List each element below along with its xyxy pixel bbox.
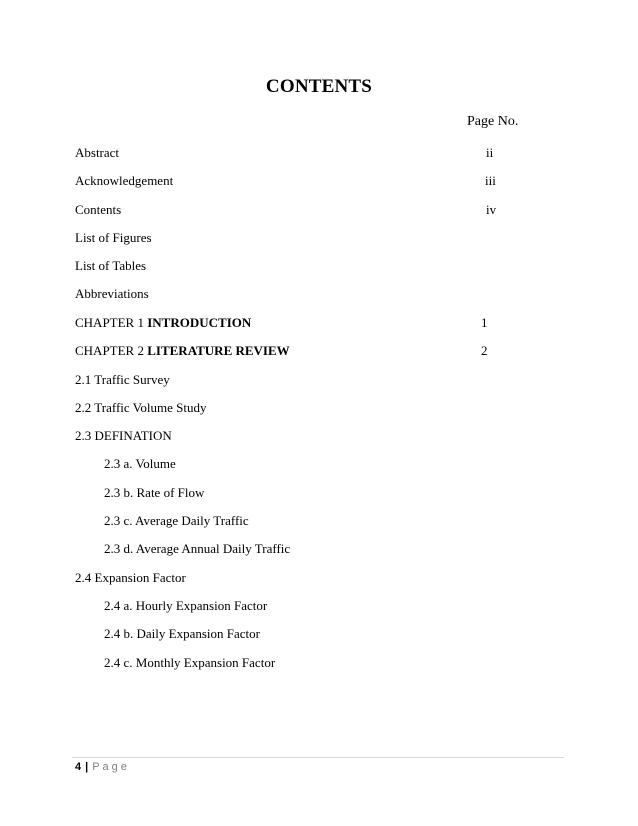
toc-entry-2-3b[interactable]: 2.3 b. Rate of Flow	[104, 485, 205, 500]
footer-page-label: Page	[92, 761, 130, 773]
chapter-2-prefix: CHAPTER 2	[75, 343, 148, 358]
toc-page-chapter-2: 2	[481, 343, 488, 358]
toc-entry-abbreviations[interactable]: Abbreviations	[75, 286, 149, 301]
toc-entry-2-4a[interactable]: 2.4 a. Hourly Expansion Factor	[104, 598, 268, 613]
toc-entry-2-2[interactable]: 2.2 Traffic Volume Study	[75, 400, 207, 415]
footer-page-number: 4	[75, 761, 82, 773]
toc-page-abstract: ii	[486, 145, 494, 160]
footer-divider	[72, 757, 564, 758]
toc-entry-list-of-figures[interactable]: List of Figures	[75, 230, 152, 245]
toc-entry-2-3c[interactable]: 2.3 c. Average Daily Traffic	[104, 513, 249, 528]
toc-entry-chapter-2[interactable]	[75, 343, 290, 359]
toc-page-chapter-1: 1	[481, 315, 488, 330]
toc-entry-2-4c[interactable]: 2.4 c. Monthly Expansion Factor	[104, 655, 276, 670]
toc-entry-2-4b[interactable]: 2.4 b. Daily Expansion Factor	[104, 626, 260, 641]
toc-entry-2-3d[interactable]: 2.3 d. Average Annual Daily Traffic	[104, 541, 291, 556]
chapter-1-prefix: CHAPTER 1	[75, 315, 148, 330]
page-number-column-header: Page No.	[467, 114, 519, 129]
toc-entry-contents[interactable]: Contents	[75, 202, 122, 217]
toc-entry-2-3a[interactable]: 2.3 a. Volume	[104, 456, 176, 471]
toc-entry-chapter-1[interactable]	[75, 315, 251, 331]
toc-entry-list-of-tables[interactable]: List of Tables	[75, 258, 147, 273]
toc-entry-abstract[interactable]: Abstract	[75, 145, 120, 160]
toc-entry-2-4[interactable]: 2.4 Expansion Factor	[75, 570, 186, 585]
toc-entry-2-3[interactable]: 2.3 DEFINATION	[75, 428, 172, 443]
toc-page-acknowledgement: iii	[485, 173, 496, 188]
page-title: CONTENTS	[265, 76, 373, 97]
chapter-2-title: LITERATURE REVIEW	[147, 343, 290, 358]
toc-entry-acknowledgement[interactable]: Acknowledgement	[75, 173, 174, 188]
toc-page-contents: iv	[486, 202, 497, 217]
page-footer	[75, 761, 130, 773]
chapter-1-title: INTRODUCTION	[147, 315, 252, 330]
toc-entry-2-1[interactable]: 2.1 Traffic Survey	[75, 372, 170, 387]
footer-separator: |	[85, 761, 89, 773]
